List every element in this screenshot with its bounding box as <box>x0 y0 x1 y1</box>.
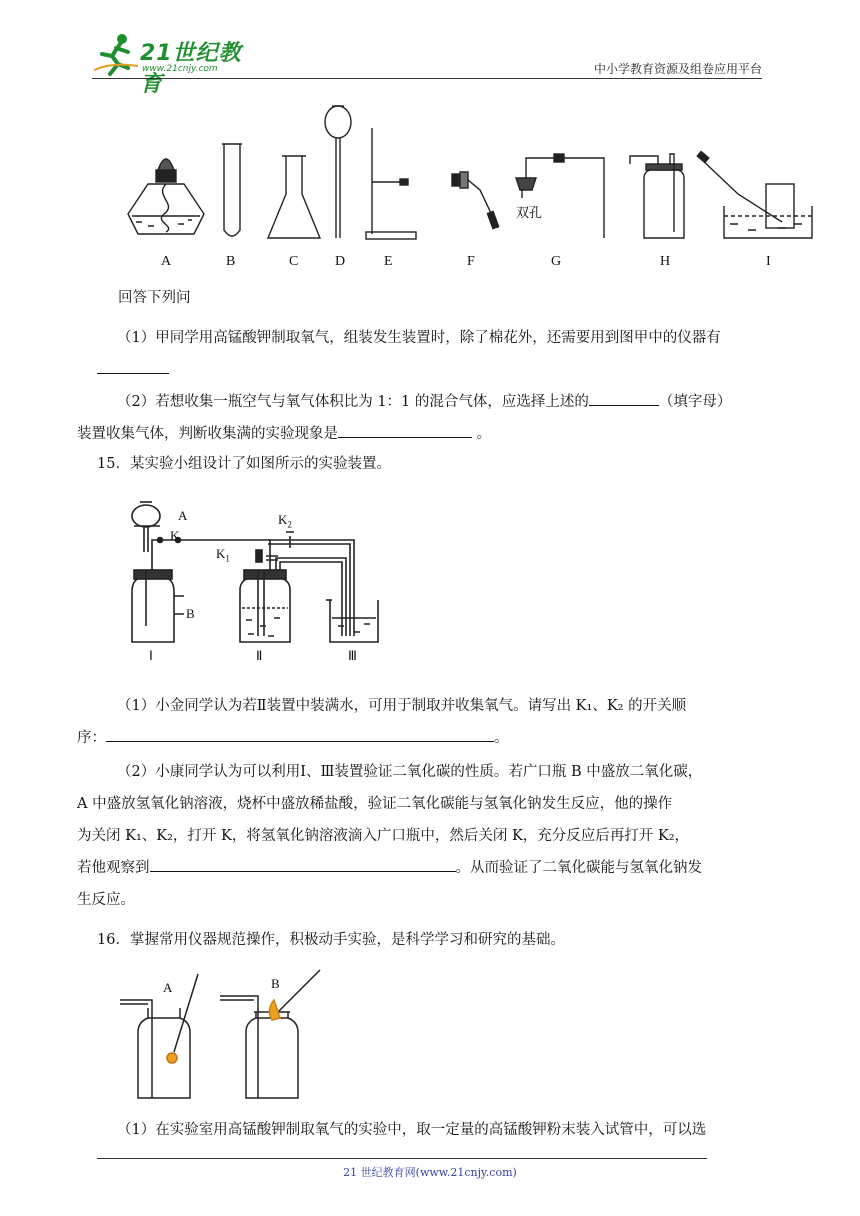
answer-blank-q14-1[interactable] <box>97 357 169 374</box>
q15-label-ii: Ⅱ <box>256 648 263 663</box>
header-divider <box>92 78 762 79</box>
q14-part2-text-b: （填字母） <box>658 394 732 410</box>
q16-label-b: B <box>271 976 280 991</box>
site-logo[interactable] <box>92 32 262 97</box>
page-header <box>92 30 762 97</box>
alcohol-lamp-drawing <box>128 159 204 234</box>
q15-stem <box>97 454 765 474</box>
q14-part2 <box>77 386 765 450</box>
figure1-label-e: E <box>384 254 393 269</box>
q15-part1-text-a: （1）小金同学认为若Ⅱ装置中装满水，可用于制取并收集氧气。请写出 K₁、K₂ 的开关顺 <box>117 698 687 714</box>
q14-part2-text-a: （2）若想收集一瓶空气与氧气体积比为 1：1 的混合气体，应选择上述的 <box>117 394 589 410</box>
q14-intro <box>118 288 786 308</box>
header-platform-text: 中小学教育资源及组卷应用平台 <box>593 62 762 76</box>
q15-label-i: Ⅰ <box>149 648 153 663</box>
gas-washing-bottle-drawing <box>630 154 684 238</box>
q15-label-k1-sub: 1 <box>225 553 230 564</box>
q15-stem-text: 15．某实验小组设计了如图所示的实验装置。 <box>97 456 391 472</box>
q15-label-k2-sub: 2 <box>287 519 292 530</box>
water-trough-drawing <box>697 151 812 238</box>
apparatus-figure <box>118 104 818 250</box>
q15-label-k1-main: K <box>216 546 226 561</box>
q15-label-k: K <box>170 528 180 543</box>
test-tube-drawing <box>222 144 242 236</box>
figure1-label-d: D <box>335 254 346 269</box>
q15-part2-line2: A 中盛放氢氧化钠溶液，烧杯中盛放稀盐酸，验证二氧化碳能与氢氧化钠发生反应，他的操作 <box>77 796 673 812</box>
logo-url: www.21cnjy.com <box>142 64 218 74</box>
two-hole-label: 双孔 <box>516 206 543 221</box>
q16-stem-text: 16．掌握常用仪器规范操作，积极动手实验，是科学学习和研究的基础。 <box>97 932 565 948</box>
q15-label-iii: Ⅲ <box>348 648 357 663</box>
bulb-funnel-drawing <box>325 106 351 238</box>
figure1-label-a: A <box>161 254 172 269</box>
answer-blank-q15-2[interactable] <box>150 855 456 872</box>
figure1-label-c: C <box>289 254 299 269</box>
q14-part2-text-d: 。 <box>476 426 492 442</box>
q15-label-a: A <box>178 508 188 523</box>
q15-part2-line4a: 若他观察到 <box>77 860 150 876</box>
q15-part2-line5: 生反应。 <box>77 892 135 908</box>
figure1-label-f: F <box>467 254 475 269</box>
q15-label-k2-main: K <box>278 512 288 527</box>
runner-logo-icon <box>92 32 140 76</box>
q15-part2-line4b: 。从而验证了二氧化碳能与氢氧化钠发 <box>455 860 702 876</box>
iron-stand-drawing <box>366 128 416 239</box>
q14-part2-text-c: 装置收集气体，判断收集满的实验现象是 <box>77 426 338 442</box>
figure1-label-g: G <box>551 254 562 269</box>
q15-label-k2 <box>278 512 292 530</box>
q15-apparatus-figure <box>118 496 398 668</box>
footer-text[interactable]: 21 世纪教育网(www.21cnjy.com) <box>343 1166 517 1179</box>
q14-intro-text: 回答下列问 <box>118 290 191 306</box>
q15-part2-line1: （2）小康同学认为可以利用Ⅰ、Ⅲ装置验证二氧化碳的性质。若广口瓶 B 中盛放二氧化碳， <box>117 764 703 780</box>
q16-figure <box>118 968 338 1104</box>
q16-stem <box>97 930 765 950</box>
q14-part1 <box>97 322 765 386</box>
conical-flask-drawing <box>268 156 320 238</box>
q15-part1 <box>77 690 765 754</box>
q16-part1-text: （1）在实验室用高锰酸钾制取氧气的实验中，取一定量的高锰酸钾粉末装入试管中，可以选 <box>117 1122 707 1138</box>
q15-label-k1 <box>216 546 230 564</box>
q16-part1 <box>97 1120 765 1140</box>
two-hole-stopper-drawing <box>516 154 604 238</box>
figure1-label-i: I <box>766 254 771 269</box>
answer-blank-q14-2[interactable] <box>589 389 659 406</box>
q15-part2 <box>77 756 765 916</box>
figure1-label-h: H <box>660 254 671 269</box>
q15-part2-line3: 为关闭 K₁、K₂，打开 K，将氢氧化钠溶液滴入广口瓶中，然后关闭 K，充分反应后再打开 K₂， <box>77 828 690 844</box>
figure1-label-b: B <box>226 254 236 269</box>
answer-blank-q15-1[interactable] <box>106 725 494 742</box>
q16-label-a: A <box>163 980 173 995</box>
q15-label-b: B <box>186 606 195 621</box>
answer-blank-q14-3[interactable] <box>338 421 472 438</box>
q15-part1-text-c: 。 <box>494 730 509 746</box>
footer-divider <box>97 1158 707 1159</box>
q14-part1-text: （1）甲同学用高锰酸钾制取氧气，组装发生装置时，除了棉花外，还需要用到图甲中的仪器有 <box>117 330 721 346</box>
stopper-tube-drawing <box>452 172 499 229</box>
logo-text: 21世纪教育 <box>140 41 242 97</box>
q15-part1-text-b: 序： <box>77 730 106 746</box>
